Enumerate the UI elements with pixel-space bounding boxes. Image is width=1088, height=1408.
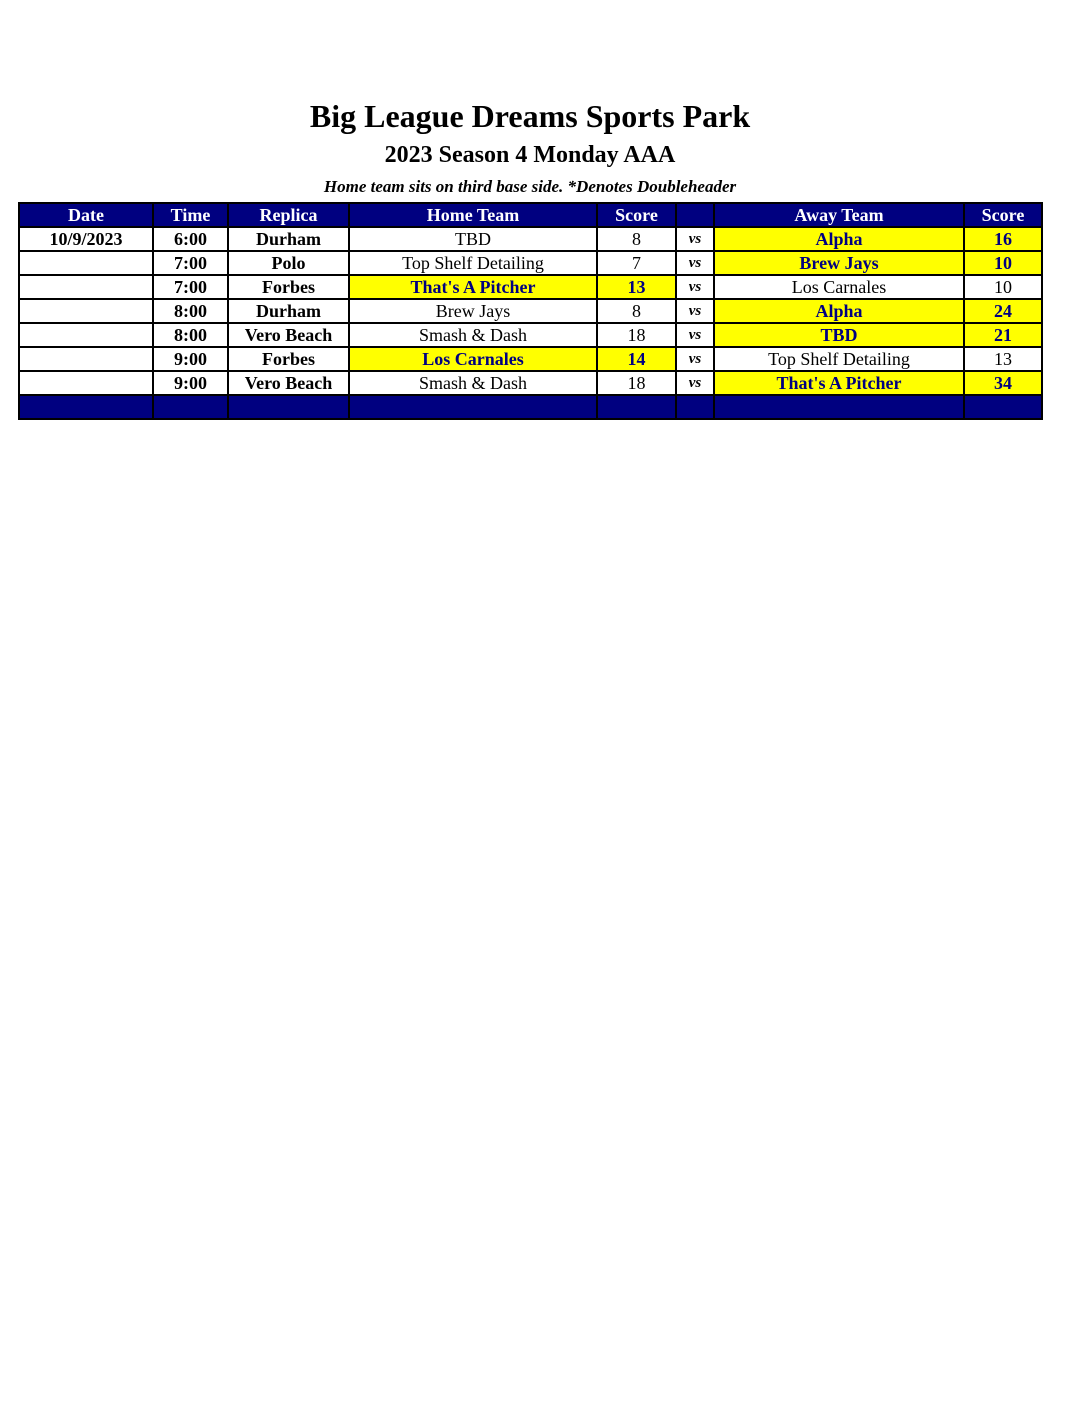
- column-header-away-team: Away Team: [714, 203, 964, 227]
- time-cell: 9:00: [153, 371, 228, 395]
- table-footer-row: [19, 395, 1042, 419]
- time-cell: 8:00: [153, 299, 228, 323]
- date-cell: [19, 371, 153, 395]
- footer-cell: [676, 395, 714, 419]
- date-cell: [19, 275, 153, 299]
- date-cell: [19, 323, 153, 347]
- vs-cell: vs: [676, 371, 714, 395]
- home-team-cell: Los Carnales: [349, 347, 597, 371]
- time-cell: 7:00: [153, 251, 228, 275]
- time-cell: 9:00: [153, 347, 228, 371]
- column-header-home-team: Home Team: [349, 203, 597, 227]
- game-row: [19, 347, 1042, 371]
- game-row: [19, 227, 1042, 251]
- footer-cell: [153, 395, 228, 419]
- page-subtitle: 2023 Season 4 Monday AAA: [384, 142, 676, 168]
- replica-cell: Vero Beach: [228, 371, 349, 395]
- home-score-cell: 18: [597, 323, 676, 347]
- vs-cell: vs: [676, 323, 714, 347]
- vs-cell: vs: [676, 227, 714, 251]
- vs-cell: vs: [676, 299, 714, 323]
- time-cell: 7:00: [153, 275, 228, 299]
- away-team-cell: Alpha: [714, 227, 964, 251]
- away-score-cell: 10: [964, 275, 1042, 299]
- vs-cell: vs: [676, 275, 714, 299]
- footer-cell: [964, 395, 1042, 419]
- vs-cell: vs: [676, 347, 714, 371]
- column-header-home-score: Score: [597, 203, 676, 227]
- away-score-cell: 34: [964, 371, 1042, 395]
- column-header-away-score: Score: [964, 203, 1042, 227]
- replica-cell: Forbes: [228, 347, 349, 371]
- game-row: [19, 371, 1042, 395]
- date-cell: [19, 299, 153, 323]
- column-header-time: Time: [153, 203, 228, 227]
- replica-cell: Polo: [228, 251, 349, 275]
- time-cell: 6:00: [153, 227, 228, 251]
- game-row: [19, 299, 1042, 323]
- away-team-cell: Top Shelf Detailing: [714, 347, 964, 371]
- away-score-cell: 13: [964, 347, 1042, 371]
- home-team-cell: Top Shelf Detailing: [349, 251, 597, 275]
- vs-cell: vs: [676, 251, 714, 275]
- away-score-cell: 16: [964, 227, 1042, 251]
- date-cell: 10/9/2023: [19, 227, 153, 251]
- away-score-cell: 21: [964, 323, 1042, 347]
- page-title: Big League Dreams Sports Park: [309, 98, 751, 134]
- away-team-cell: Alpha: [714, 299, 964, 323]
- home-team-cell: TBD: [349, 227, 597, 251]
- away-team-cell: That's A Pitcher: [714, 371, 964, 395]
- home-team-cell: Smash & Dash: [349, 323, 597, 347]
- column-header-vs: [676, 203, 714, 227]
- away-team-cell: TBD: [714, 323, 964, 347]
- home-score-cell: 14: [597, 347, 676, 371]
- replica-cell: Forbes: [228, 275, 349, 299]
- home-score-cell: 13: [597, 275, 676, 299]
- column-header-date: Date: [19, 203, 153, 227]
- home-score-cell: 8: [597, 227, 676, 251]
- replica-cell: Vero Beach: [228, 323, 349, 347]
- replica-cell: Durham: [228, 299, 349, 323]
- away-score-cell: 10: [964, 251, 1042, 275]
- game-row: [19, 251, 1042, 275]
- footer-cell: [228, 395, 349, 419]
- date-cell: [19, 347, 153, 371]
- home-team-cell: Brew Jays: [349, 299, 597, 323]
- footer-cell: [714, 395, 964, 419]
- home-score-cell: 7: [597, 251, 676, 275]
- away-score-cell: 24: [964, 299, 1042, 323]
- footer-cell: [19, 395, 153, 419]
- away-team-cell: Brew Jays: [714, 251, 964, 275]
- footer-cell: [597, 395, 676, 419]
- home-team-cell: Smash & Dash: [349, 371, 597, 395]
- footer-cell: [349, 395, 597, 419]
- column-header-replica: Replica: [228, 203, 349, 227]
- table-header-row: [19, 203, 1042, 227]
- away-team-cell: Los Carnales: [714, 275, 964, 299]
- time-cell: 8:00: [153, 323, 228, 347]
- home-score-cell: 18: [597, 371, 676, 395]
- schedule-note: Home team sits on third base side. *Denotes Doubleheader: [323, 177, 737, 196]
- date-cell: [19, 251, 153, 275]
- replica-cell: Durham: [228, 227, 349, 251]
- schedule-table: [18, 202, 1043, 420]
- game-row: [19, 275, 1042, 299]
- home-team-cell: That's A Pitcher: [349, 275, 597, 299]
- game-row: [19, 323, 1042, 347]
- home-score-cell: 8: [597, 299, 676, 323]
